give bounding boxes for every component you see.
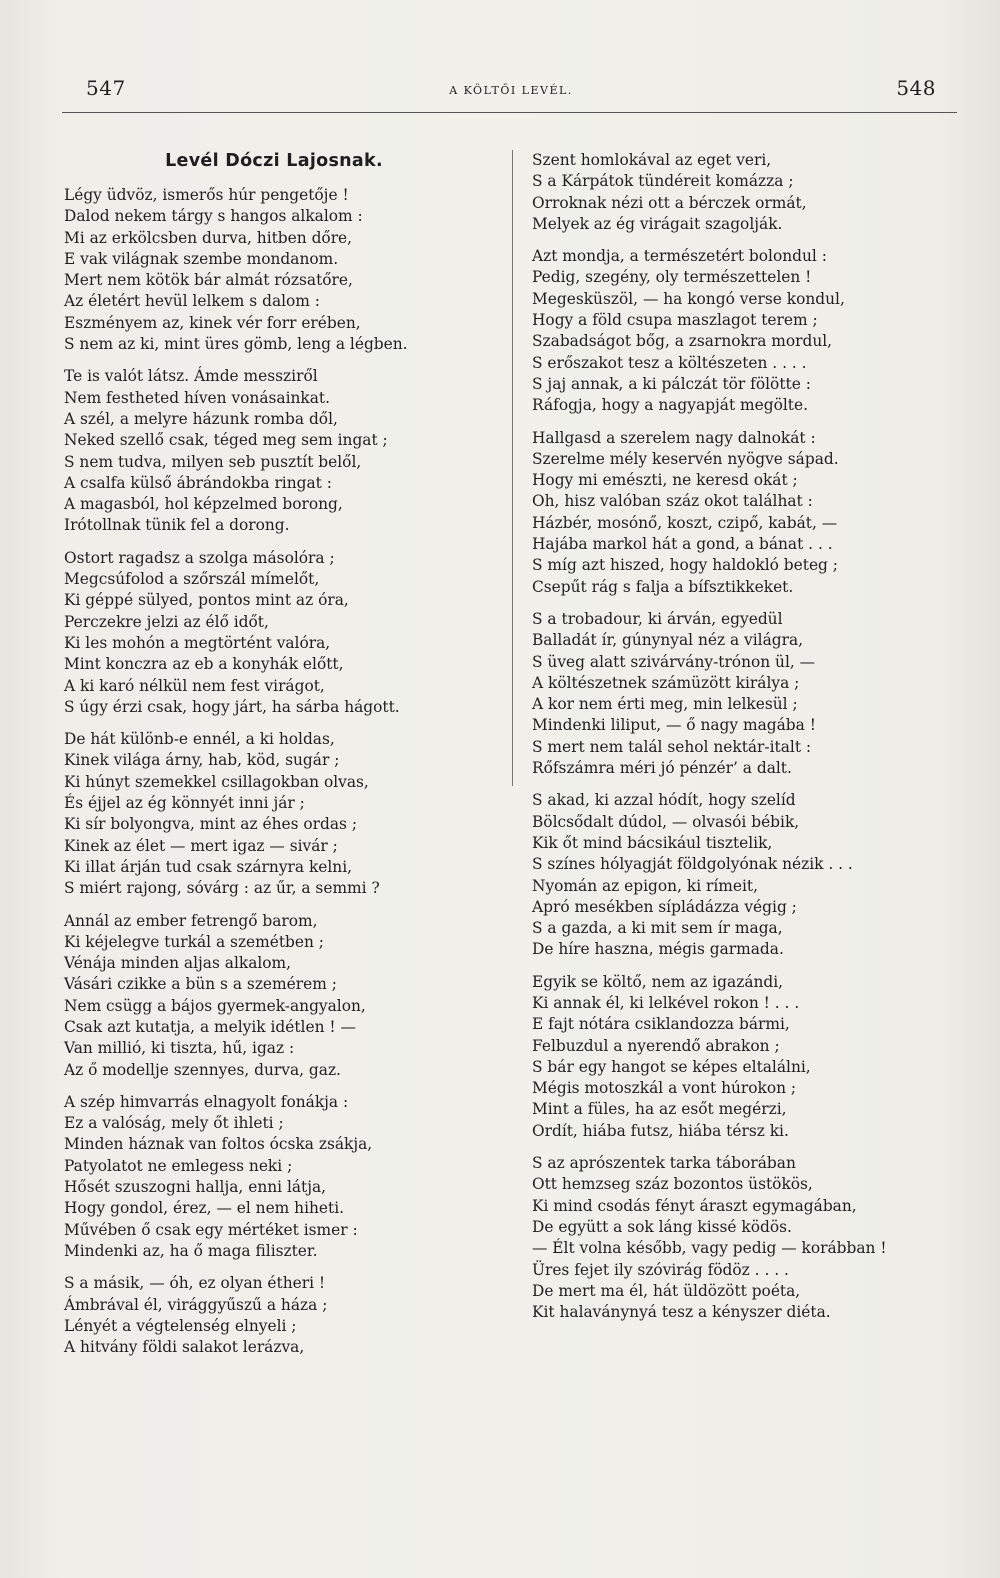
header-rule [62,112,957,113]
poem-line: Nem csügg a bájos gyermek-angyalon, [64,996,366,1015]
poem-line: Egyik se költő, nem az igazándi, [532,972,784,991]
stanza [532,972,972,1142]
poem-line: Kinek világa árny, hab, köd, sugár ; [64,751,340,770]
poem-line: Dalod nekem tárgy s hangos alkalom : [64,207,363,226]
right-column [532,150,972,1334]
poem-line: Kit halaványnyá tesz a kényszer diéta. [532,1303,831,1322]
poem-line: És éjjel az ég könnyét inni jár ; [64,794,305,813]
stanza [532,428,972,598]
poem-line: Szent homlokával az eget veri, [532,151,772,169]
poem-line: Felbuzdul a nyerendő abrakon ; [532,1036,780,1055]
poem-line: Vásári czikke a bün s a szemérem ; [64,975,337,994]
poem-line: — Élt volna később, vagy pedig — korábban ! [532,1239,887,1258]
poem-line: Ráfogja, hogy a nagyapját megölte. [532,396,808,415]
poem-line: Vénája minden aljas alkalom, [64,954,292,973]
stanza [532,790,972,960]
poem-line: Balladát ír, gúnynyal néz a világra, [532,631,804,650]
poem-line: Ordít, hiába futsz, hiába térsz ki. [532,1121,789,1140]
poem-line: Mégis motoszkál a vont húrokon ; [532,1079,797,1098]
poem-line: Házbér, mosónő, koszt, czipő, kabát, — [532,513,838,532]
poem-line: Patyolatot ne emlegess neki ; [64,1156,293,1175]
poem-line: A hitvány földi salakot lerázva, [64,1338,305,1357]
poem-line: Orroknak nézi ott a bérczek ormát, [532,193,807,212]
page-number-right: 548 [896,76,936,100]
poem-line: S nem az ki, mint üres gömb, leng a légben. [64,335,408,354]
poem-line: De együtt a sok láng kissé ködös. [532,1217,792,1236]
poem-line: Ki mind csodás fényt áraszt egymagában, [532,1196,857,1215]
poem-line: Megesküszöl, — ha kongó verse kondul, [532,289,845,308]
poem-line: Van millió, ki tiszta, hű, igaz : [64,1039,295,1058]
stanza [532,1153,972,1323]
poem-line: Hallgasd a szerelem nagy dalnokát : [532,428,816,447]
poem-line: Légy üdvöz, ismerős húr pengetője ! [64,186,349,204]
poem-line: S mert nem talál sehol nektár-italt : [532,737,812,756]
poem-line: Mint konczra az eb a konyhák előtt, [64,655,344,674]
poem-line: Ez a valóság, mely őt ihleti ; [64,1114,284,1133]
poem-line: A költészetnek számüzött királya ; [532,673,800,692]
poem-line: Kinek az élet — mert igaz — sivár ; [64,836,338,855]
stanza [64,911,504,1081]
stanza [532,150,972,235]
poem-line: S színes hólyagját földgolyónak nézik . . . [532,855,853,874]
poem-line: Perczekre jelzi az élő időt, [64,612,269,631]
poem-line: Melyek az ég virágait szagolják. [532,214,783,233]
poem-line: Ott hemzseg száz bozontos üstökös, [532,1175,813,1194]
poem-line: Művében ő csak egy mértéket ismer : [64,1220,358,1239]
poem-line: Ki géppé sülyed, pontos mint az óra, [64,591,349,610]
stanza [64,1092,504,1262]
poem-line: Ostort ragadsz a szolga másolóra ; [64,548,335,567]
poem-line: Mindenki az, ha ő maga filiszter. [64,1241,318,1260]
poem-line: Mindenki liliput, — ő nagy magába ! [532,716,816,735]
poem-line: Csak azt kutatja, a melyik idétlen ! — [64,1017,356,1036]
running-head: A KÖLTŐI LEVÉL. [449,84,573,97]
poem-line: A magasból, hol képzelmed borong, [64,495,343,514]
poem-line: Üres fejet ily szóvirág födöz . . . . [532,1260,789,1279]
poem-line: S a Kárpátok tündéreit komázza ; [532,172,794,191]
stanza [64,548,504,718]
poem-line: S a másik, — óh, ez olyan étheri ! [64,1274,326,1293]
poem-line: Szabadságot bőg, a zsarnokra mordul, [532,332,833,351]
poem-line: A szél, a melyre házunk romba dől, [64,409,338,428]
poem-line: Ki illat árján tud csak szárnyra kelni, [64,857,353,876]
poem-line: Kik őt mind bácsikául tisztelik, [532,833,773,852]
page-header [86,76,936,106]
poem-line: Az ő modellje szennyes, durva, gaz. [64,1060,341,1079]
poem-line: A szép himvarrás elnagyolt fonákja : [64,1092,349,1111]
poem-line: Megcsúfolod a szőrszál mímelőt, [64,570,320,589]
poem-line: Minden háznak van foltos ócska zsákja, [64,1135,373,1154]
poem-line: Hogy a föld csupa maszlagot terem ; [532,311,818,330]
poem-line: S üveg alatt szivárvány-trónon ül, — [532,652,816,671]
poem-line: Eszményem az, kinek vér forr erében, [64,313,361,332]
poem-line: Pedig, szegény, oly természettelen ! [532,268,812,287]
left-column [64,150,504,1369]
poem-line: Ámbrával él, virággyűszű a háza ; [64,1295,328,1314]
poem-line: Rőfszámra méri jó pénzér’ a dalt. [532,759,792,778]
poem-line: De hát különb-e ennél, a ki holdas, [64,730,335,749]
column-divider [512,150,513,786]
poem-line: Mi az erkölcsben durva, hitben dőre, [64,228,353,247]
poem-line: Te is valót látsz. Ámde messziről [64,367,318,386]
poem-line: S bár egy hangot se képes eltalálni, [532,1057,811,1076]
poem-line: S a gazda, a ki mit sem ír maga, [532,919,783,938]
poem-line: Irótollnak tünik fel a dorong. [64,516,290,535]
poem-line: Oh, hisz valóban száz okot találhat : [532,492,813,511]
poem-line: Csepűt rág s falja a bífsztikkeket. [532,577,794,596]
poem-line: Mert nem kötök bár almát rózsatőre, [64,271,353,290]
poem-line: Hogy mi emészti, ne keresd okát ; [532,471,798,490]
poem-line: Neked szellő csak, téged meg sem ingat ; [64,431,388,450]
poem-line: A csalfa külső ábrándokba ringat : [64,473,332,492]
stanza [64,1273,504,1358]
poem-line: Hősét szuszogni hallja, enni látja, [64,1178,327,1197]
poem-line: Apró mesékben sípládázza végig ; [532,897,797,916]
poem-line: E fajt nótára csiklandozza bármi, [532,1015,790,1034]
poem-line: Lényét a végtelenség elnyeli ; [64,1316,297,1335]
stanza [532,246,972,416]
stanza [64,366,504,536]
poem-line: De mert ma él, hát üldözött poéta, [532,1281,801,1300]
poem-line: De híre haszna, mégis garmada. [532,940,784,959]
poem-line: Ki kéjelegve turkál a szemétben ; [64,932,324,951]
stanza [64,729,504,899]
poem-line: Nem festheted híven vonásainkat. [64,388,330,407]
stanza [532,609,972,779]
poem-line: Ki annak él, ki lelkével rokon ! . . . [532,993,800,1012]
poem-line: Nyomán az epigon, ki rímeit, [532,876,758,895]
poem-line: Hajába markol hát a gond, a bánat . . . [532,535,833,554]
poem-line: Szerelme mély keservén nyögve sápad. [532,449,839,468]
poem-line: Ki les mohón a megtörtént valóra, [64,633,331,652]
poem-line: Az életért hevül lelkem s dalom : [64,292,320,311]
poem-line: Bölcsődalt dúdol, — olvasói bébik, [532,812,800,831]
poem-line: S jaj annak, a ki pálczát tör fölötte : [532,374,811,393]
poem-line: S a trobadour, ki árván, egyedül [532,609,783,628]
poem-line: Azt mondja, a természetért bolondul : [532,247,827,266]
poem-line: A kor nem érti meg, min lelkesül ; [532,695,798,714]
poem-title: Levél Dóczi Lajosnak. [165,151,383,171]
poem-line: S nem tudva, milyen seb pusztít belől, [64,452,362,471]
poem-line: E vak világnak szembe mondanom. [64,249,339,268]
poem-line: Ki sír bolyongva, mint az éhes ordas ; [64,815,358,834]
poem-line: S míg azt hiszed, hogy haldokló beteg ; [532,556,838,575]
poem-line: S úgy érzi csak, hogy járt, ha sárba hágott. [64,697,400,716]
poem-line: S erőszakot tesz a költészeten . . . . [532,353,807,372]
poem-line: S az aprószentek tarka táborában [532,1154,796,1173]
poem-line: A ki karó nélkül nem fest virágot, [64,676,325,695]
poem-line: S akad, ki azzal hódít, hogy szelíd [532,791,796,810]
page-number-left: 547 [86,76,126,100]
poem-line: Mint a füles, ha az esőt megérzi, [532,1100,787,1119]
poem-line: S miért rajong, sóvárg : az űr, a semmi ? [64,879,380,898]
poem-line: Annál az ember fetrengő barom, [64,911,318,930]
poem-line: Ki húnyt szemekkel csillagokban olvas, [64,772,369,791]
poem-line: Hogy gondol, érez, — el nem hiheti. [64,1199,345,1218]
stanza [64,185,504,355]
